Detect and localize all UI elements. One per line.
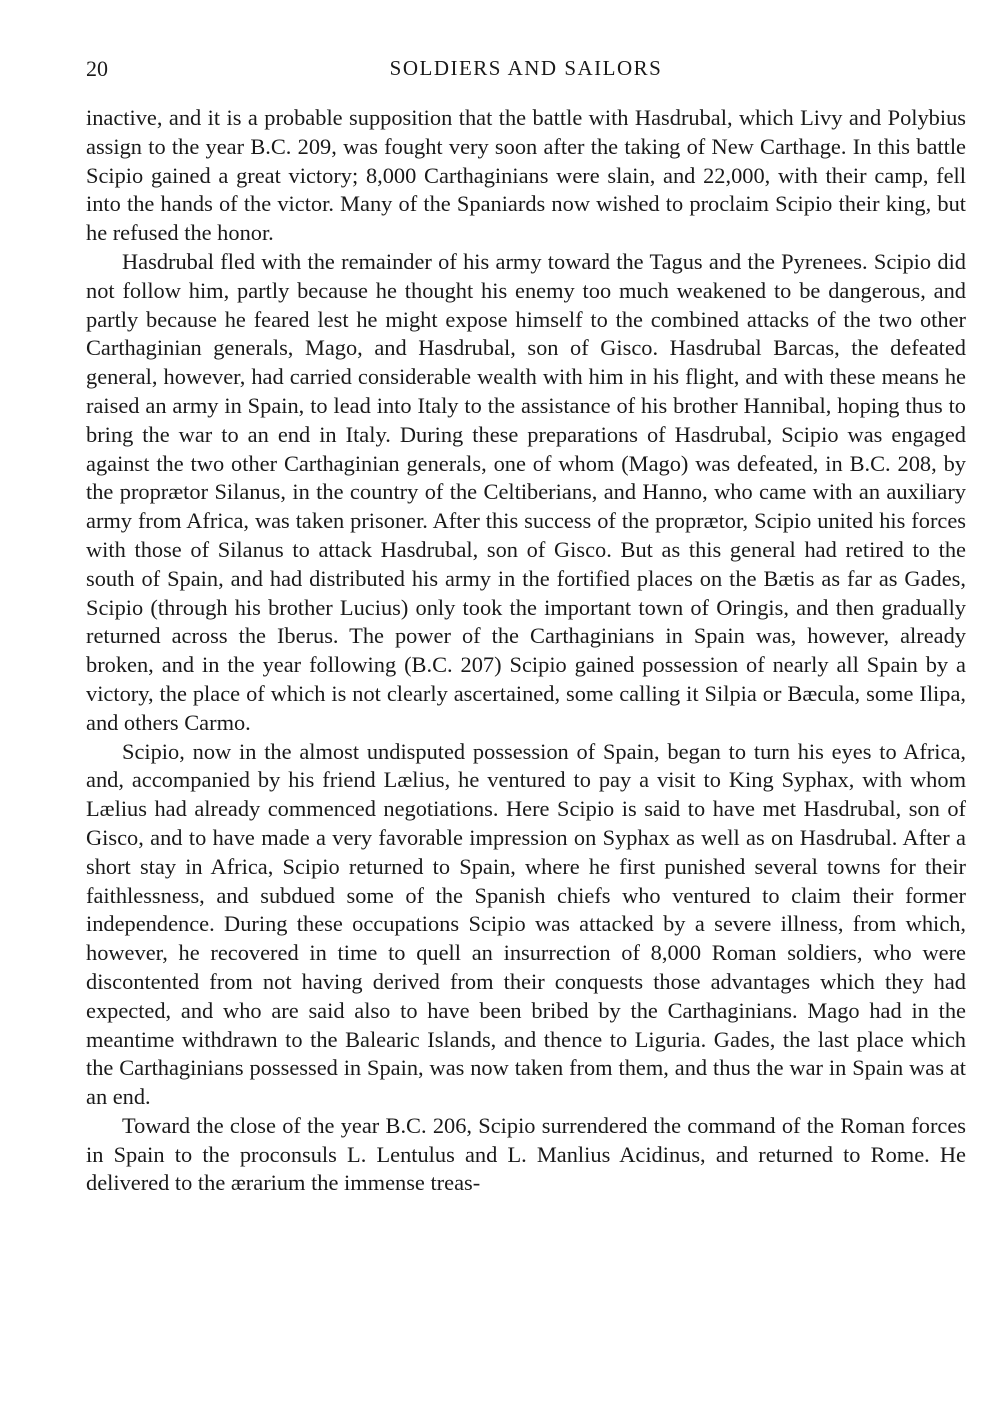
paragraph: Toward the close of the year B.C. 206, Scipio surrendered the command of the Roman forces in Spain to the proconsuls L. Lentulus and L. Manlius Acidinus, and returned to Rome. He delivered to the ærarium the immense treas- <box>86 1112 966 1196</box>
page-number: 20 <box>86 56 108 81</box>
paragraph: Scipio, now in the almost undisputed possession of Spain, began to turn his eyes to Africa, and, accompanied by his friend Lælius, he ventured to pay a visit to King Syphax, with whom Lælius had already commenced negotiations. Here Scipio is said to have met Hasdrubal, son of Gisco, and to have made a very favorable impression on Syphax as well as on Hasdrubal. After a short stay in Africa, Scipio returned to Spain, where he first punished several towns for their faithlessness, and subdued some of the Spanish chiefs who ventured to claim their former independence. During these occupations Scipio was attacked by a severe illness, from which, however, he recovered in time to quell an insurrection of 8,000 Roman soldiers, who were discontented from not having derived from their conquests those advantages which they had expected, and who are said also to have been bribed by the Carthaginians. Mago had in the meantime withdrawn to the Balearic Islands, and thence to Liguria. Gades, the last place which the Carthaginians possessed in Spain, was now taken from them, and thus the war in Spain was at an end. <box>86 738 966 1110</box>
paragraph: inactive, and it is a probable supposition that the battle with Hasdrubal, which Livy and Polybius assign to the year B.C. 209, was fought very soon after the taking of New Carthage. In this battle Scipio gained a great victory; 8,000 Carthaginians were slain, and 22,000, with their camp, fell into the hands of the victor. Many of the Spaniards now wished to proclaim Scipio their king, but he refused the honor. <box>86 105 966 246</box>
body-text <box>86 104 966 1198</box>
paragraph: Hasdrubal fled with the remainder of his army toward the Tagus and the Pyrenees. Scipio did not follow him, partly because he thought his enemy too much weakened to be dangerous, and partly because he feared lest he might expose himself to the combined attacks of the two other Carthaginian generals, Mago, and Hasdrubal, son of Gisco. Hasdrubal Barcas, the defeated general, however, had carried considerable wealth with him in his flight, and with these means he raised an army in Spain, to lead into Italy to the assistance of his brother Hannibal, hoping thus to bring the war to an end in Italy. During these preparations of Hasdrubal, Scipio was engaged against the two other Carthaginian generals, one of whom (Mago) was defeated, in B.C. 208, by the proprætor Silanus, in the country of the Celtiberians, and Hanno, who came with an auxiliary army from Africa, was taken prisoner. After this success of the proprætor, Scipio united his forces with those of Silanus to attack Hasdrubal, son of Gisco. But as this general had retired to the south of Spain, and had distributed his army in the fortified places on the Bætis as far as Gades, Scipio (through his brother Lucius) only took the important town of Oringis, and then gradually returned across the Iberus. The power of the Carthaginians in Spain was, however, already broken, and in the year following (B.C. 207) Scipio gained possession of nearly all Spain by a victory, the place of which is not clearly ascertained, some calling it Silpia or Bæcula, some Ilipa, and others Carmo. <box>86 248 966 735</box>
running-title: SOLDIERS AND SAILORS <box>389 56 663 80</box>
running-head <box>86 56 966 86</box>
